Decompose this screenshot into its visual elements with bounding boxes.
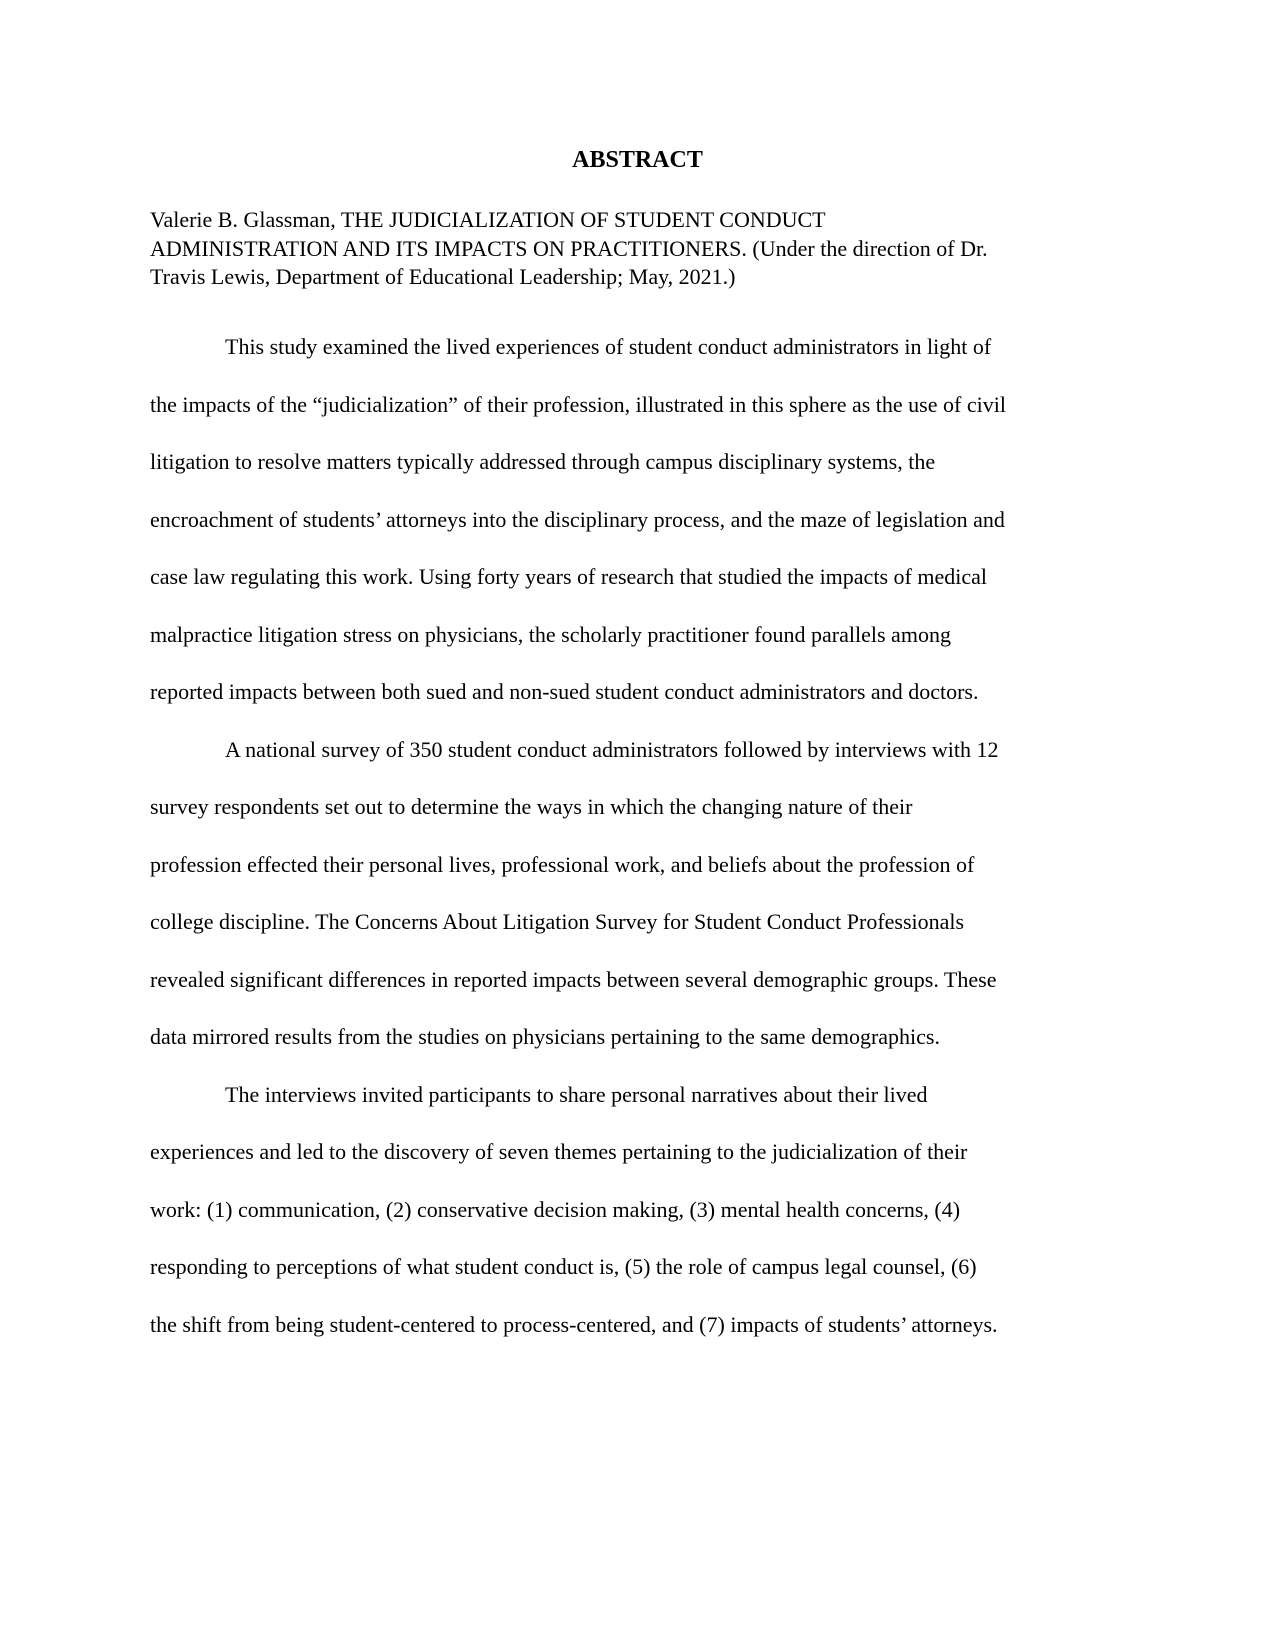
paragraph-line: college discipline. The Concerns About Litigation Survey for Student Conduct Professionals: [150, 909, 965, 934]
paragraph-line: survey respondents set out to determine the ways in which the changing nature of their: [150, 794, 913, 819]
citation-line: Travis Lewis, Department of Educational Leadership; May, 2021.): [150, 264, 736, 289]
paragraph-line: The interviews invited participants to share personal narratives about their lived: [225, 1081, 928, 1107]
paragraph-line: A national survey of 350 student conduct administrators followed by interviews with 12: [225, 736, 999, 762]
paragraph-line: case law regulating this work. Using forty years of research that studied the impacts of medical: [150, 564, 987, 589]
paragraph-line: reported impacts between both sued and non-sued student conduct administrators and doctors.: [150, 679, 979, 704]
paragraph-line: data mirrored results from the studies on physicians pertaining to the same demographics.: [150, 1024, 940, 1049]
paragraph-line: the shift from being student-centered to process-centered, and (7) impacts of students’ attorneys.: [150, 1311, 998, 1337]
paragraph-line: encroachment of students’ attorneys into the disciplinary process, and the maze of legislation and: [150, 506, 1005, 532]
citation-line: Valerie B. Glassman, THE JUDICIALIZATION OF STUDENT CONDUCT: [150, 207, 826, 232]
abstract-heading: ABSTRACT: [572, 147, 703, 173]
paragraph-line: profession effected their personal lives, professional work, and beliefs about the profession of: [150, 851, 975, 877]
abstract-body: [150, 318, 1130, 1353]
paragraph-line: revealed significant differences in reported impacts between several demographic groups. These: [150, 966, 997, 992]
paragraph-line: responding to perceptions of what student conduct is, (5) the role of campus legal counsel, (6): [150, 1254, 977, 1279]
paragraph-line: This study examined the lived experiences of student conduct administrators in light of: [225, 334, 992, 359]
citation-line: ADMINISTRATION AND ITS IMPACTS ON PRACTITIONERS. (Under the direction of Dr.: [150, 235, 988, 261]
paragraph-line: the impacts of the “judicialization” of their profession, illustrated in this sphere as the use of civil: [150, 391, 1006, 417]
paragraph-line: litigation to resolve matters typically addressed through campus disciplinary systems, the: [150, 449, 936, 474]
paragraph-line: malpractice litigation stress on physicians, the scholarly practitioner found parallels among: [150, 621, 951, 647]
paragraph-line: experiences and led to the discovery of seven themes pertaining to the judicialization of their: [150, 1139, 968, 1164]
paragraph-line: work: (1) communication, (2) conservative decision making, (3) mental health concerns, (4): [150, 1196, 961, 1222]
citation-block: [150, 206, 1110, 292]
